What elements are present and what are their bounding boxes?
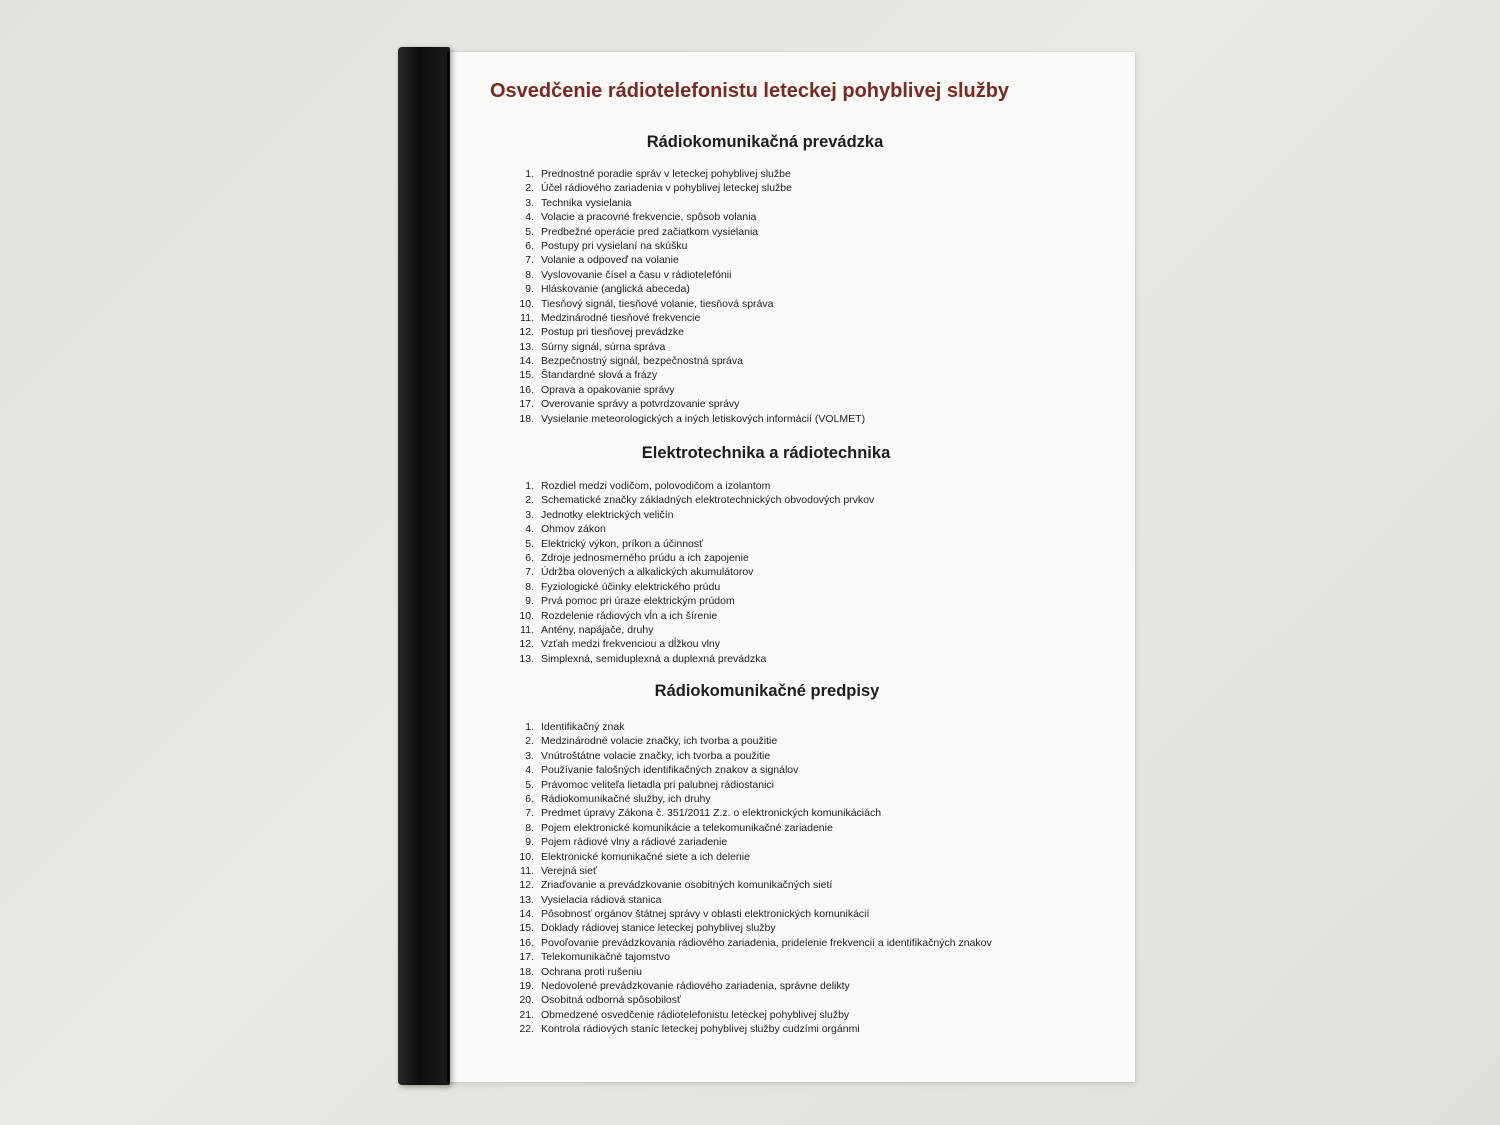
list-item bbox=[505, 936, 992, 950]
item-number: 12. bbox=[519, 638, 534, 651]
list-item bbox=[505, 821, 992, 835]
item-number: 1. bbox=[525, 480, 534, 492]
item-text: Medzinárodné volacie značky, ich tvorba a použitie bbox=[541, 735, 778, 748]
item-number: 3. bbox=[525, 508, 534, 521]
section-list-elektrotechnika bbox=[505, 479, 874, 666]
list-item bbox=[505, 1008, 992, 1022]
list-item bbox=[505, 508, 874, 522]
list-item bbox=[505, 225, 865, 239]
item-text: Ohmov zákon bbox=[541, 523, 606, 536]
item-text: Schematické značky základných elektrotechnických obvodových prvkov bbox=[541, 494, 875, 507]
item-text: Právomoc veliteľa lietadla pri palubnej rádiostanici bbox=[541, 778, 775, 791]
section-heading-radiokomunikacne-predpisy: Rádiokomunikačné predpisy bbox=[654, 682, 880, 700]
list-item bbox=[505, 652, 874, 666]
item-text: Štandardné slová a frázy bbox=[541, 369, 658, 382]
item-text: Elektrický výkon, príkon a účinnosť bbox=[541, 537, 704, 550]
list-item bbox=[505, 734, 992, 748]
item-text: Simplexná, semiduplexná a duplexná prevádzka bbox=[541, 652, 767, 665]
item-text: Rozdiel medzi vodičom, polovodičom a izolantom bbox=[541, 480, 771, 492]
item-text: Postupy pri vysielaní na skúšku bbox=[541, 239, 688, 252]
list-item bbox=[505, 778, 992, 792]
list-item bbox=[505, 268, 865, 282]
list-item bbox=[505, 792, 992, 806]
item-text: Bezpečnostný signál, bezpečnostná správa bbox=[541, 355, 743, 368]
item-number: 5. bbox=[525, 225, 534, 238]
list-item bbox=[505, 354, 865, 368]
item-text: Elektronické komunikačné siete a ich delenie bbox=[541, 850, 750, 863]
item-text: Vyslovovanie čísel a času v rádiotelefónii bbox=[541, 268, 732, 281]
item-text: Telekomunikačné tajomstvo bbox=[541, 951, 670, 964]
list-item bbox=[505, 210, 865, 224]
item-text: Pojem rádiové vlny a rádiové zariadenie bbox=[541, 836, 728, 849]
list-item bbox=[505, 167, 865, 181]
list-item bbox=[505, 493, 874, 507]
item-text: Osobitná odborná spôsobilosť bbox=[541, 994, 681, 1007]
list-item bbox=[505, 181, 865, 195]
list-item bbox=[505, 551, 874, 565]
list-item bbox=[505, 239, 865, 253]
item-text: Údržba olovených a alkalických akumulátorov bbox=[541, 566, 754, 579]
item-text: Vzťah medzi frekvenciou a dĺžkou vlny bbox=[541, 638, 721, 651]
item-text: Volanie a odpoveď na volanie bbox=[541, 254, 679, 267]
item-text: Predbežné operácie pred začiatkom vysielania bbox=[541, 225, 759, 238]
item-number: 4. bbox=[525, 764, 534, 777]
list-item bbox=[505, 950, 992, 964]
item-text: Predmet úpravy Zákona č. 351/2011 Z.z. o elektronických komunikáciách bbox=[541, 807, 882, 820]
item-text: Zdroje jednosmerného prúdu a ich zapojenie bbox=[541, 551, 749, 564]
list-item bbox=[505, 311, 865, 325]
item-number: 14. bbox=[519, 355, 534, 368]
list-item bbox=[505, 864, 992, 878]
item-number: 11. bbox=[520, 311, 534, 324]
item-text: Technika vysielania bbox=[541, 196, 632, 209]
item-number: 7. bbox=[525, 254, 534, 267]
list-item bbox=[505, 383, 865, 397]
item-text: Verejná sieť bbox=[541, 864, 597, 877]
list-item bbox=[505, 297, 865, 311]
item-number: 11. bbox=[520, 623, 534, 636]
list-item bbox=[505, 878, 992, 892]
item-number: 2. bbox=[525, 494, 534, 507]
item-number: 6. bbox=[525, 239, 534, 252]
item-number: 3. bbox=[525, 196, 534, 209]
binder-edge bbox=[447, 52, 450, 1082]
item-text: Nedovolené prevádzkovanie rádiového zariadenia, správne delikty bbox=[541, 980, 850, 993]
item-text: Vnútroštátne volacie značky, ich tvorba a použitie bbox=[541, 749, 771, 762]
list-item bbox=[505, 340, 865, 354]
item-text: Medzinárodné tiesňové frekvencie bbox=[541, 311, 701, 324]
item-number: 5. bbox=[525, 778, 534, 791]
list-item bbox=[505, 835, 992, 849]
item-text: Oprava a opakovanie správy bbox=[541, 383, 675, 396]
item-number: 9. bbox=[525, 595, 534, 608]
item-number: 15. bbox=[519, 922, 534, 935]
item-text: Zriaďovanie a prevádzkovanie osobitných komunikačných sietí bbox=[541, 879, 833, 892]
list-item bbox=[505, 965, 992, 979]
item-number: 20. bbox=[519, 994, 534, 1007]
item-text: Súrny signál, súrna správa bbox=[541, 340, 666, 353]
list-item bbox=[505, 993, 992, 1007]
list-item bbox=[505, 979, 992, 993]
item-text: Tiesňový signál, tiesňové volanie, tiesňová správa bbox=[541, 297, 774, 310]
item-number: 11. bbox=[520, 864, 534, 877]
item-text: Rádiokomunikačné služby, ich druhy bbox=[541, 792, 711, 805]
list-item bbox=[505, 1022, 992, 1036]
list-item bbox=[505, 806, 992, 820]
list-item bbox=[505, 537, 874, 551]
item-text: Ochrana proti rušeniu bbox=[541, 965, 642, 978]
binder-spine bbox=[398, 47, 450, 1085]
list-item bbox=[505, 623, 874, 637]
list-item bbox=[505, 921, 992, 935]
item-text: Používanie falošných identifikačných znakov a signálov bbox=[541, 764, 799, 777]
list-item bbox=[505, 282, 865, 296]
list-item bbox=[505, 580, 874, 594]
list-item bbox=[505, 368, 865, 382]
item-text: Vysielacia rádiová stanica bbox=[541, 893, 662, 906]
list-item bbox=[505, 637, 874, 651]
item-text: Kontrola rádiových staníc leteckej pohyblivej služby cudzími orgánmi bbox=[541, 1023, 860, 1036]
item-number: 7. bbox=[525, 807, 534, 820]
item-number: 1. bbox=[525, 168, 534, 180]
item-number: 9. bbox=[525, 836, 534, 849]
list-item bbox=[505, 907, 992, 921]
list-item bbox=[505, 763, 992, 777]
list-item bbox=[505, 850, 992, 864]
item-text: Jednotky elektrických veličín bbox=[541, 508, 674, 521]
item-number: 8. bbox=[525, 268, 534, 281]
item-number: 16. bbox=[519, 936, 534, 949]
item-number: 18. bbox=[519, 965, 534, 978]
section-heading-radiokomunikacna-prevadzka: Rádiokomunikačná prevádzka bbox=[646, 133, 884, 151]
list-item bbox=[505, 397, 865, 411]
section-heading-elektrotechnika: Elektrotechnika a rádiotechnika bbox=[641, 444, 891, 462]
item-number: 6. bbox=[525, 551, 534, 564]
item-number: 17. bbox=[519, 951, 534, 964]
item-number: 15. bbox=[519, 369, 534, 382]
item-text: Povoľovanie prevádzkovania rádiového zariadenia, pridelenie frekvencií a identifikačných znakov bbox=[541, 936, 992, 949]
item-number: 13. bbox=[519, 893, 534, 906]
list-item bbox=[505, 720, 992, 734]
item-number: 8. bbox=[525, 580, 534, 593]
item-number: 16. bbox=[519, 383, 534, 396]
item-number: 10. bbox=[519, 297, 534, 310]
item-text: Pojem elektronické komunikácie a telekomunikačné zariadenie bbox=[541, 821, 833, 834]
list-item bbox=[505, 893, 992, 907]
list-item bbox=[505, 325, 865, 339]
item-text: Doklady rádiovej stanice leteckej pohyblivej služby bbox=[541, 922, 776, 935]
item-number: 12. bbox=[519, 879, 534, 892]
item-number: 4. bbox=[525, 523, 534, 536]
item-number: 4. bbox=[525, 211, 534, 224]
item-text: Pôsobnosť orgánov štátnej správy v oblasti elektronických komunikácií bbox=[541, 908, 870, 921]
item-text: Účel rádiového zariadenia v pohyblivej leteckej službe bbox=[541, 182, 792, 195]
item-number: 3. bbox=[525, 749, 534, 762]
item-number: 10. bbox=[519, 850, 534, 863]
list-item bbox=[505, 479, 874, 493]
item-number: 10. bbox=[519, 609, 534, 622]
list-item bbox=[505, 412, 865, 426]
list-item bbox=[505, 196, 865, 210]
item-text: Postup pri tiesňovej prevádzke bbox=[541, 326, 684, 339]
item-number: 7. bbox=[525, 566, 534, 579]
item-number: 2. bbox=[525, 182, 534, 195]
item-number: 18. bbox=[519, 412, 534, 425]
item-number: 13. bbox=[519, 652, 534, 665]
item-text: Prvá pomoc pri úraze elektrickým prúdom bbox=[541, 595, 735, 608]
item-text: Hláskovanie (anglická abeceda) bbox=[541, 283, 690, 296]
item-number: 6. bbox=[525, 792, 534, 805]
list-item bbox=[505, 253, 865, 267]
item-number: 5. bbox=[525, 537, 534, 550]
item-number: 21. bbox=[519, 1008, 534, 1021]
item-number: 9. bbox=[525, 283, 534, 296]
item-text: Prednostné poradie správ v leteckej pohyblivej službe bbox=[541, 168, 791, 180]
section-list-radiokomunikacne-predpisy bbox=[505, 720, 992, 1037]
item-number: 8. bbox=[525, 821, 534, 834]
list-item bbox=[505, 522, 874, 536]
document-title: Osvedčenie rádiotelefonistu leteckej pohyblivej služby bbox=[490, 80, 1010, 102]
item-text: Vysielanie meteorologických a iných letiskových informácií (VOLMET) bbox=[541, 412, 866, 425]
item-number: 13. bbox=[519, 340, 534, 353]
item-text: Antény, napájače, druhy bbox=[541, 623, 654, 636]
item-text: Overovanie správy a potvrdzovanie správy bbox=[541, 398, 740, 411]
list-item bbox=[505, 749, 992, 763]
list-item bbox=[505, 609, 874, 623]
item-number: 1. bbox=[525, 721, 534, 733]
item-number: 2. bbox=[525, 735, 534, 748]
item-number: 12. bbox=[519, 326, 534, 339]
item-text: Rozdelenie rádiových vĺn a ich šírenie bbox=[541, 609, 718, 622]
list-item bbox=[505, 565, 874, 579]
item-text: Identifikačný znak bbox=[541, 721, 625, 733]
item-text: Fyziologické účinky elektrického prúdu bbox=[541, 580, 721, 593]
item-number: 14. bbox=[519, 908, 534, 921]
list-item bbox=[505, 594, 874, 608]
item-text: Obmedzené osvedčenie rádiotelefonistu leteckej pohyblivej služby bbox=[541, 1008, 850, 1021]
section-list-radiokomunikacna-prevadzka bbox=[505, 167, 865, 426]
item-number: 19. bbox=[519, 980, 534, 993]
item-number: 22. bbox=[519, 1023, 534, 1036]
item-number: 17. bbox=[519, 398, 534, 411]
item-text: Volacie a pracovné frekvencie, spôsob volania bbox=[541, 211, 757, 224]
